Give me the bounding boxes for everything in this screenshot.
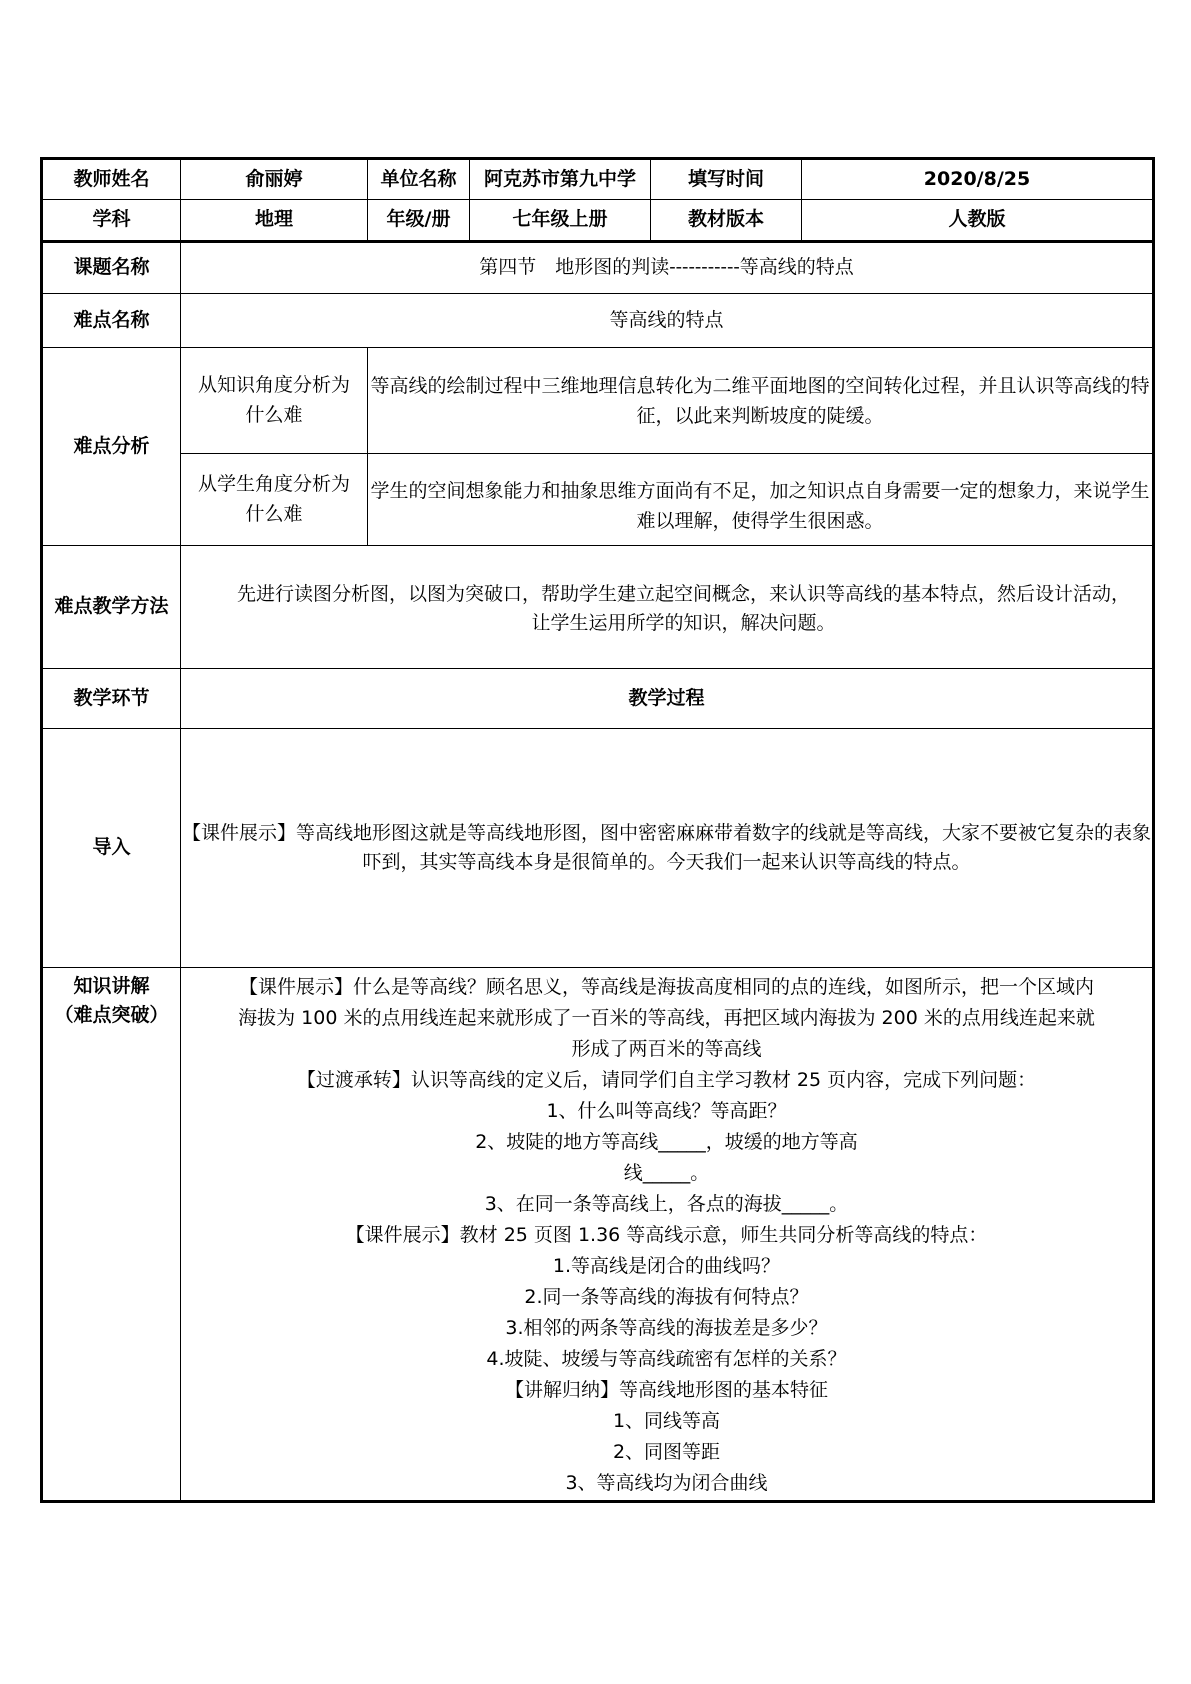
student-label-line-1: 从学生角度分析为 — [197, 473, 350, 496]
lecture-line: 3、等高线均为闭合曲线 — [565, 1471, 768, 1494]
student-label — [181, 454, 368, 546]
stage-label: 教学环节 — [42, 669, 181, 729]
student-text: 学生的空间想象能力和抽象思维方面尚有不足，加之知识点自身需要一定的想象力，来说学生难以理解，使得学生很困惑。 — [368, 454, 1154, 546]
grade-label: 年级/册 — [368, 200, 470, 242]
lecture-label-line-2: （难点突破） — [54, 1004, 169, 1027]
process-header-row — [42, 669, 1154, 729]
knowledge-text: 等高线的绘制过程中三维地理信息转化为二维平面地图的空间转化过程，并且认识等高线的特征，以此来判断坡度的陡缓。 — [368, 348, 1154, 454]
lecture-line: 1、同线等高 — [612, 1409, 721, 1432]
process-label: 教学过程 — [181, 669, 1154, 729]
edition-label: 教材版本 — [651, 200, 802, 242]
lesson-plan-table — [40, 157, 1155, 1503]
date-label: 填写时间 — [651, 159, 802, 200]
lecture-label-line-1: 知识讲解 — [73, 975, 150, 997]
lecture-line: 【讲解归纳】等高线地形图的基本特征 — [504, 1378, 828, 1401]
analysis-row-knowledge — [42, 348, 1154, 454]
analysis-row-student — [42, 454, 1154, 546]
grade-value: 七年级上册 — [470, 200, 651, 242]
lecture-line: 线_____。 — [623, 1161, 710, 1184]
method-label: 难点教学方法 — [42, 546, 181, 669]
lecture-line: 【课件展示】教材 25 页图 1.36 等高线示意，师生共同分析等高线的特点： — [345, 1223, 988, 1246]
topic-row — [42, 242, 1154, 294]
subject-label: 学科 — [42, 200, 181, 242]
difficulty-value: 等高线的特点 — [181, 294, 1154, 348]
difficulty-row — [42, 294, 1154, 348]
date-value: 2020/8/25 — [802, 159, 1154, 200]
unit-label: 单位名称 — [368, 159, 470, 200]
topic-value: 第四节 地形图的判读-----------等高线的特点 — [181, 242, 1154, 294]
lecture-line: 2、坡陡的地方等高线_____，坡缓的地方等高 — [475, 1130, 858, 1153]
header-row-2 — [42, 200, 1154, 242]
subject-value: 地理 — [181, 200, 368, 242]
intro-text: 【课件展示】等高线地形图这就是等高线地形图，图中密密麻麻带着数字的线就是等高线，大家不要被它复杂的表象吓到，其实等高线本身是很简单的。今天我们一起来认识等高线的特点。 — [181, 729, 1154, 968]
lecture-line: 形成了两百米的等高线 — [571, 1037, 762, 1060]
lecture-line: 海拔为 100 米的点用线连起来就形成了一百米的等高线，再把区域内海拔为 200 米的点用线连起来就 — [238, 1006, 1095, 1029]
lecture-line: 2.同一条等高线的海拔有何特点？ — [524, 1285, 809, 1308]
intro-row — [42, 729, 1154, 968]
unit-value: 阿克苏市第九中学 — [470, 159, 651, 200]
knowledge-label-line-1: 从知识角度分析为 — [197, 374, 350, 397]
lecture-line: 【过渡承转】认识等高线的定义后，请同学们自主学习教材 25 页内容，完成下列问题： — [296, 1068, 1037, 1091]
lecture-content — [181, 968, 1154, 1502]
teacher-label: 教师姓名 — [42, 159, 181, 200]
method-text: 先进行读图分析图，以图为突破口，帮助学生建立起空间概念，来认识等高线的基本特点，然后设计活动，让学生运用所学的知识，解决问题。 — [181, 546, 1154, 669]
lecture-line: 4.坡陡、坡缓与等高线疏密有怎样的关系？ — [486, 1347, 847, 1370]
analysis-label: 难点分析 — [42, 348, 181, 546]
teacher-value: 俞丽婷 — [181, 159, 368, 200]
topic-label: 课题名称 — [42, 242, 181, 294]
lecture-line: 1.等高线是闭合的曲线吗？ — [552, 1254, 781, 1277]
lecture-line: 3.相邻的两条等高线的海拔差是多少？ — [505, 1316, 828, 1339]
lecture-line: 【课件展示】什么是等高线？顾名思义，等高线是海拔高度相同的点的连线，如图所示，把一个区域内 — [238, 975, 1094, 998]
header-row-1 — [42, 159, 1154, 200]
lecture-line: 3、在同一条等高线上，各点的海拔_____。 — [484, 1192, 849, 1215]
knowledge-label-line-2: 什么难 — [245, 403, 303, 426]
lecture-row — [42, 968, 1154, 1502]
difficulty-label: 难点名称 — [42, 294, 181, 348]
lecture-label — [42, 968, 181, 1502]
method-row — [42, 546, 1154, 669]
edition-value: 人教版 — [802, 200, 1154, 242]
lecture-line: 2、同图等距 — [612, 1440, 721, 1463]
student-label-line-2: 什么难 — [245, 502, 303, 525]
lecture-line: 1、什么叫等高线？等高距？ — [546, 1099, 787, 1122]
knowledge-label — [181, 348, 368, 454]
intro-label: 导入 — [42, 729, 181, 968]
